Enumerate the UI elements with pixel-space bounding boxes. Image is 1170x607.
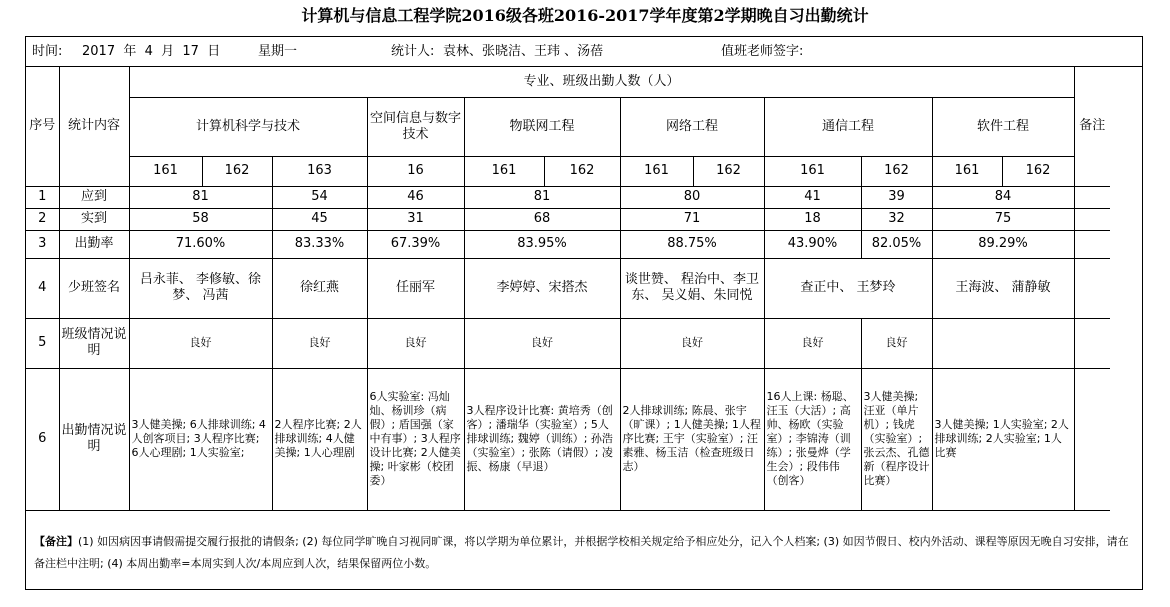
class-header: 162 [1002, 156, 1074, 186]
software-signature: 王海波、 蒲静敏 [932, 258, 1074, 318]
row-number: 1 [26, 186, 59, 208]
row-number: 3 [26, 230, 59, 258]
major-network: 网络工程 [620, 97, 764, 156]
comm-162-value: 39 [861, 186, 932, 208]
software-value: 84 [932, 186, 1074, 208]
major-spatial: 空间信息与数字技术 [367, 97, 464, 156]
footnote [26, 521, 1142, 591]
footnote-label: 【备注】 [34, 535, 78, 548]
class-header: 162 [544, 156, 620, 186]
table-row [26, 258, 1110, 318]
row-number: 6 [26, 368, 59, 510]
cs-12-signature: 吕永菲、 李修敏、徐梦、 冯茜 [129, 258, 272, 318]
remark-cell [1074, 368, 1110, 510]
header-remark: 备注 [1074, 67, 1110, 186]
remark-cell [1074, 186, 1110, 208]
cs-12-value: 71.60% [129, 230, 272, 258]
software-value: 89.29% [932, 230, 1074, 258]
network-value: 71 [620, 208, 764, 230]
cs-12-value: 81 [129, 186, 272, 208]
remark-cell [1074, 318, 1110, 368]
software-status [932, 318, 1074, 368]
header-content: 统计内容 [59, 67, 129, 186]
remark-cell [1074, 208, 1110, 230]
comm-162-value: 82.05% [861, 230, 932, 258]
spatial-signature: 任丽军 [367, 258, 464, 318]
cs-163-value: 83.33% [272, 230, 367, 258]
class-header: 161 [764, 156, 861, 186]
cs-12-detail: 3人健美操; 6人排球训练; 4人创客项目; 3人程序比赛; 6人心理剧; 1人实验室; [129, 368, 272, 510]
class-header: 162 [693, 156, 764, 186]
row-label: 出勤情况说明 [59, 368, 129, 510]
weekday-value: 星期一 [258, 44, 298, 59]
cs-163-detail: 2人程序比赛; 2人排球训练; 4人健美操; 1人心理剧 [272, 368, 367, 510]
remark-cell [1074, 230, 1110, 258]
comm-161-value: 43.90% [764, 230, 861, 258]
table-row [26, 186, 1110, 208]
counter-names: 袁林、张晓洁、王玮 、汤蓓 [443, 44, 604, 59]
class-header: 161 [932, 156, 1002, 186]
cs-163-status: 良好 [272, 318, 367, 368]
iot-signature: 李婷婷、宋搭杰 [464, 258, 620, 318]
spatial-value: 31 [367, 208, 464, 230]
iot-value: 81 [464, 186, 620, 208]
cs-12-value: 58 [129, 208, 272, 230]
row-number: 4 [26, 258, 59, 318]
table-row [26, 230, 1110, 258]
spatial-status: 良好 [367, 318, 464, 368]
counter-label: 统计人: [391, 44, 435, 59]
row-label: 出勤率 [59, 230, 129, 258]
comm-161-value: 18 [764, 208, 861, 230]
remark-cell [1074, 258, 1110, 318]
date-value: 2017 年 4 月 17 日 [82, 44, 221, 59]
comm-162-status: 良好 [861, 318, 932, 368]
row-label: 实到 [59, 208, 129, 230]
class-header: 161 [620, 156, 693, 186]
iot-status: 良好 [464, 318, 620, 368]
info-row [26, 37, 1142, 67]
table-row [26, 318, 1110, 368]
cs-163-value: 54 [272, 186, 367, 208]
comm-161-value: 41 [764, 186, 861, 208]
major-cs: 计算机科学与技术 [129, 97, 367, 156]
spatial-detail: 6人实验室: 冯灿灿、杨训珍（病假）; 盾国强（家中有事）; 3人程序设计比赛; 2人健美操; 叶家彬（校团委） [367, 368, 464, 510]
major-iot: 物联网工程 [464, 97, 620, 156]
page-title: 计算机与信息工程学院2016级各班2016-2017学年度第2学期晚自习出勤统计 [301, 6, 869, 25]
table-row [26, 208, 1110, 230]
network-signature: 谈世赞、 程治中、李卫东、 吴义娟、朱同悦 [620, 258, 764, 318]
cs-163-value: 45 [272, 208, 367, 230]
class-header: 16 [367, 156, 464, 186]
row-number: 2 [26, 208, 59, 230]
header-seq: 序号 [26, 67, 59, 186]
row-label: 应到 [59, 186, 129, 208]
class-header: 161 [464, 156, 544, 186]
network-value: 80 [620, 186, 764, 208]
row-label: 少班签名 [59, 258, 129, 318]
class-header: 161 [129, 156, 202, 186]
major-comm: 通信工程 [764, 97, 932, 156]
attendance-form [25, 36, 1143, 590]
comm-signature: 查正中、 王梦玲 [764, 258, 932, 318]
comm-161-status: 良好 [764, 318, 861, 368]
spatial-value: 46 [367, 186, 464, 208]
major-software: 软件工程 [932, 97, 1074, 156]
network-status: 良好 [620, 318, 764, 368]
comm-162-value: 32 [861, 208, 932, 230]
class-header: 163 [272, 156, 367, 186]
software-detail: 3人健美操; 1人实验室; 2人排球训练; 2人实验室; 1人比赛 [932, 368, 1074, 510]
time-label: 时间: [32, 44, 63, 59]
header-group: 专业、班级出勤人数（人） [129, 67, 1074, 97]
iot-value: 83.95% [464, 230, 620, 258]
cs-12-status: 良好 [129, 318, 272, 368]
network-value: 88.75% [620, 230, 764, 258]
network-detail: 2人排球训练; 陈晨、张宇（旷课）; 1人健美操; 1人程序比赛; 王宇（实验室）; 汪素雅、杨玉洁（检查班级日志） [620, 368, 764, 510]
class-header: 162 [861, 156, 932, 186]
row-number: 5 [26, 318, 59, 368]
comm-162-detail: 3人健美操; 汪亚（单片机）; 钱虎（实验室）; 张云杰、孔德新（程序设计比赛） [861, 368, 932, 510]
software-value: 75 [932, 208, 1074, 230]
row-label: 班级情况说明 [59, 318, 129, 368]
spatial-value: 67.39% [367, 230, 464, 258]
teacher-sign-label: 值班老师签字: [721, 44, 804, 59]
iot-detail: 3人程序设计比赛: 黄培秀（创客）; 潘瑞华（实验室）; 5人排球训练; 魏婷（训练）; 孙浩（实验室）; 张陈（请假）; 凌振、杨康（早退） [464, 368, 620, 510]
comm-161-detail: 16人上课: 杨聪、汪玉（大活）; 高帅、杨欧（实验室）; 李锦涛（训练）; 张曼烨（学生会）; 段伟伟（创客） [764, 368, 861, 510]
footnote-text: (1) 如因病因事请假需提交履行报批的请假条; (2) 每位同学旷晚自习视同旷课，将以学期为单位累计，并根据学校相关规定给予相应处分，记入个人档案; (3) 如因节假日、校内外活动、课程等原因无晚自习安排，请在备注栏中注明; (4) 本周出勤率=本周实到人次/本周应到人次，结果保留两位小数。 [34, 535, 1129, 570]
iot-value: 68 [464, 208, 620, 230]
cs-163-signature: 徐红燕 [272, 258, 367, 318]
attendance-table [26, 67, 1110, 511]
table-row [26, 368, 1110, 510]
class-header: 162 [202, 156, 272, 186]
